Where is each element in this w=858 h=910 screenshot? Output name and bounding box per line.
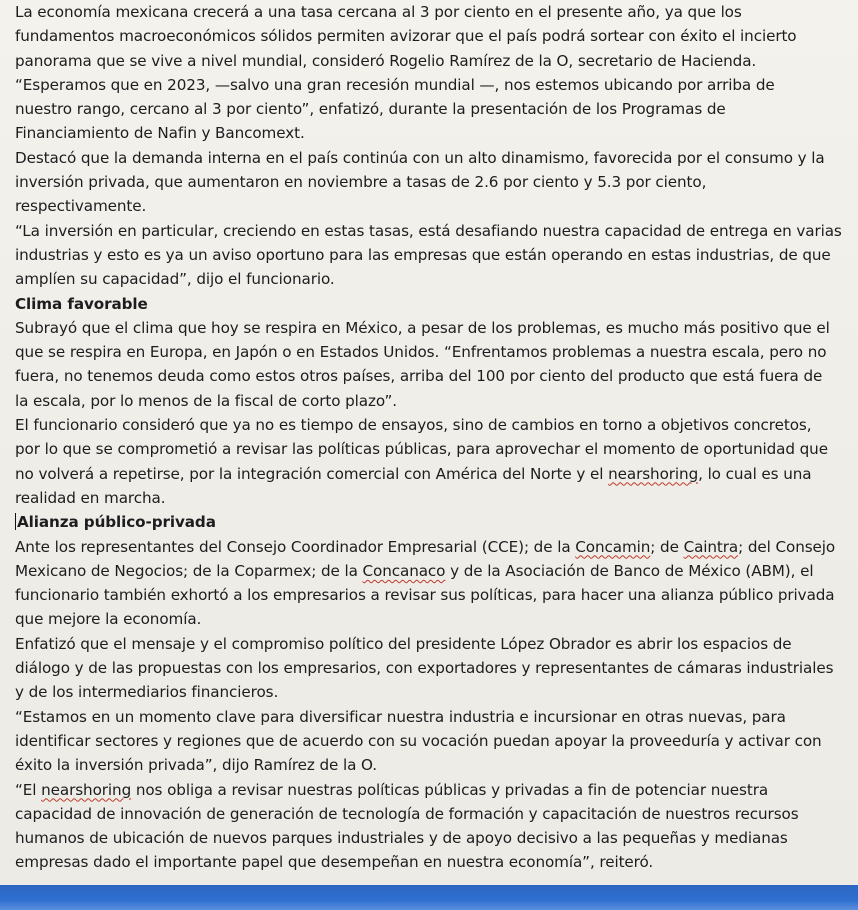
line-text-segment: nos obliga a revisar nuestras políticas públicas y privadas a fin de potenciar nuestra xyxy=(131,780,769,799)
line-text: funcionario también exhortó a los empresarios a revisar sus políticas, para hacer una alianza público privada xyxy=(15,586,835,605)
line-text-segment: ; del Consejo xyxy=(738,537,836,556)
text-line xyxy=(15,364,853,388)
text-line xyxy=(15,729,853,753)
line-text-segment: y de la Asociación de Banco de México (ABM), el xyxy=(445,561,814,580)
line-text: Destacó que la demanda interna en el país continúa con un alto dinamismo, favorecida por el consumo y la xyxy=(15,148,825,167)
text-line xyxy=(15,413,853,437)
text-line xyxy=(15,49,853,73)
line-text-segment: ; de xyxy=(650,537,684,556)
line-text: Subrayó que el clima que hoy se respira en México, a pesar de los problemas, es mucho más positivo que el xyxy=(15,318,830,337)
text-line xyxy=(15,826,853,850)
line-text: Financiamiento de Nafin y Bancomext. xyxy=(15,124,305,143)
spellcheck-flagged-word[interactable]: Caintra xyxy=(683,537,739,556)
text-line xyxy=(15,486,853,510)
line-text: capacidad de innovación de generación de tecnología de formación y capacitación de nuestros recursos xyxy=(15,804,799,823)
text-line xyxy=(15,194,853,218)
text-line xyxy=(15,340,853,364)
section-heading xyxy=(15,510,853,534)
line-text: Alianza público-privada xyxy=(17,513,216,532)
text-line xyxy=(15,73,853,97)
line-text: éxito la inversión privada”, dijo Ramírez de la O. xyxy=(15,756,378,775)
text-line xyxy=(15,24,853,48)
line-text-segment: , lo cual es una xyxy=(698,464,812,483)
line-text: humanos de ubicación de nuevos parques industriales y de apoyo decisivo a las pequeñas y medianas xyxy=(15,829,788,848)
line-text: que mejore la economía. xyxy=(15,610,202,629)
text-line xyxy=(15,535,853,559)
line-text: Clima favorable xyxy=(15,294,148,313)
line-text: fuera, no tenemos deuda como estos otros países, arriba del 100 por ciento del producto que está fuera de xyxy=(15,367,823,386)
text-line xyxy=(15,389,853,413)
text-line xyxy=(15,656,853,680)
line-text: realidad en marcha. xyxy=(15,488,166,507)
line-text: Enfatizó que el mensaje y el compromiso político del presidente López Obrador es abrir los espacios de xyxy=(15,634,792,653)
text-line xyxy=(15,170,853,194)
document-body[interactable] xyxy=(15,0,853,875)
text-line xyxy=(15,632,853,656)
line-text: panorama que se vive a nivel mundial, consideró Rogelio Ramírez de la O, secretario de Hacienda. xyxy=(15,51,757,70)
line-text: identificar sectores y regiones que de acuerdo con su vocación puedan apoyar la proveeduría y activar con xyxy=(15,731,822,750)
text-line xyxy=(15,559,853,583)
line-text: por lo que se comprometió a revisar las políticas públicas, para aprovechar el momento de oportunidad que xyxy=(15,440,828,459)
line-text-segment: “El xyxy=(15,780,42,799)
text-line xyxy=(15,802,853,826)
text-cursor xyxy=(15,513,16,530)
text-line xyxy=(15,0,853,24)
section-heading xyxy=(15,292,853,316)
line-text: respectivamente. xyxy=(15,197,147,216)
line-text: fundamentos macroeconómicos sólidos permiten avizorar que el país podrá sortear con éxito el incierto xyxy=(15,27,797,46)
line-text: El funcionario consideró que ya no es tiempo de ensayos, sino de cambios en torno a objetivos concretos, xyxy=(15,416,812,435)
text-line xyxy=(15,437,853,461)
text-line xyxy=(15,850,853,874)
line-text: y de los intermediarios financieros. xyxy=(15,683,279,702)
line-text: inversión privada, que aumentaron en noviembre a tasas de 2.6 por ciento y 5.3 por ciento, xyxy=(15,173,707,192)
line-text: La economía mexicana crecerá a una tasa cercana al 3 por ciento en el presente año, ya que los xyxy=(15,3,742,21)
line-text: empresas dado el importante papel que desempeñan en nuestra economía”, reiteró. xyxy=(15,853,654,872)
text-line xyxy=(15,316,853,340)
line-text-segment: Ante los representantes del Consejo Coordinador Empresarial (CCE); de la xyxy=(15,537,576,556)
line-text-segment: no volverá a repetirse, por la integración comercial con América del Norte y el xyxy=(15,464,609,483)
line-text: nuestro rango, cercano al 3 por ciento”, enfatizó, durante la presentación de los Programas de xyxy=(15,100,726,119)
line-text: “Esperamos que en 2023, —salvo una gran recesión mundial —, nos estemos ubicando por arriba de xyxy=(15,75,775,94)
text-line xyxy=(15,219,853,243)
spellcheck-flagged-word[interactable]: Concanaco xyxy=(362,561,446,580)
spellcheck-flagged-word[interactable]: Concamin xyxy=(575,537,651,556)
text-line xyxy=(15,583,853,607)
text-line xyxy=(15,243,853,267)
spellcheck-flagged-word[interactable]: nearshoring xyxy=(41,780,132,799)
text-line xyxy=(15,462,853,486)
text-line xyxy=(15,705,853,729)
text-line xyxy=(15,778,853,802)
line-text: la escala, por lo menos de la fiscal de corto plazo”. xyxy=(15,391,397,410)
text-line xyxy=(15,97,853,121)
line-text: que se respira en Europa, en Japón o en Estados Unidos. “Enfrentamos problemas a nuestra escala, pero no xyxy=(15,343,827,362)
text-line xyxy=(15,607,853,631)
spellcheck-flagged-word[interactable]: nearshoring xyxy=(608,464,699,483)
line-text: amplíen su capacidad”, dijo el funcionario. xyxy=(15,270,335,289)
text-line xyxy=(15,267,853,291)
text-line xyxy=(15,121,853,145)
line-text: industrias y esto es ya un aviso oportuno para las empresas que están operando en estas industrias, de que xyxy=(15,245,831,264)
line-text: “La inversión en particular, creciendo en estas tasas, está desafiando nuestra capacidad de entrega en varias xyxy=(15,221,842,240)
line-text: diálogo y de las propuestas con los empresarios, con exportadores y representantes de cámaras industriales xyxy=(15,659,834,678)
line-text-segment: Mexicano de Negocios; de la Coparmex; de la xyxy=(15,561,363,580)
taskbar-strip xyxy=(0,885,858,910)
line-text: “Estamos en un momento clave para diversificar nuestra industria e incursionar en otras nuevas, para xyxy=(15,707,786,726)
text-line xyxy=(15,146,853,170)
text-line xyxy=(15,753,853,777)
text-line xyxy=(15,680,853,704)
